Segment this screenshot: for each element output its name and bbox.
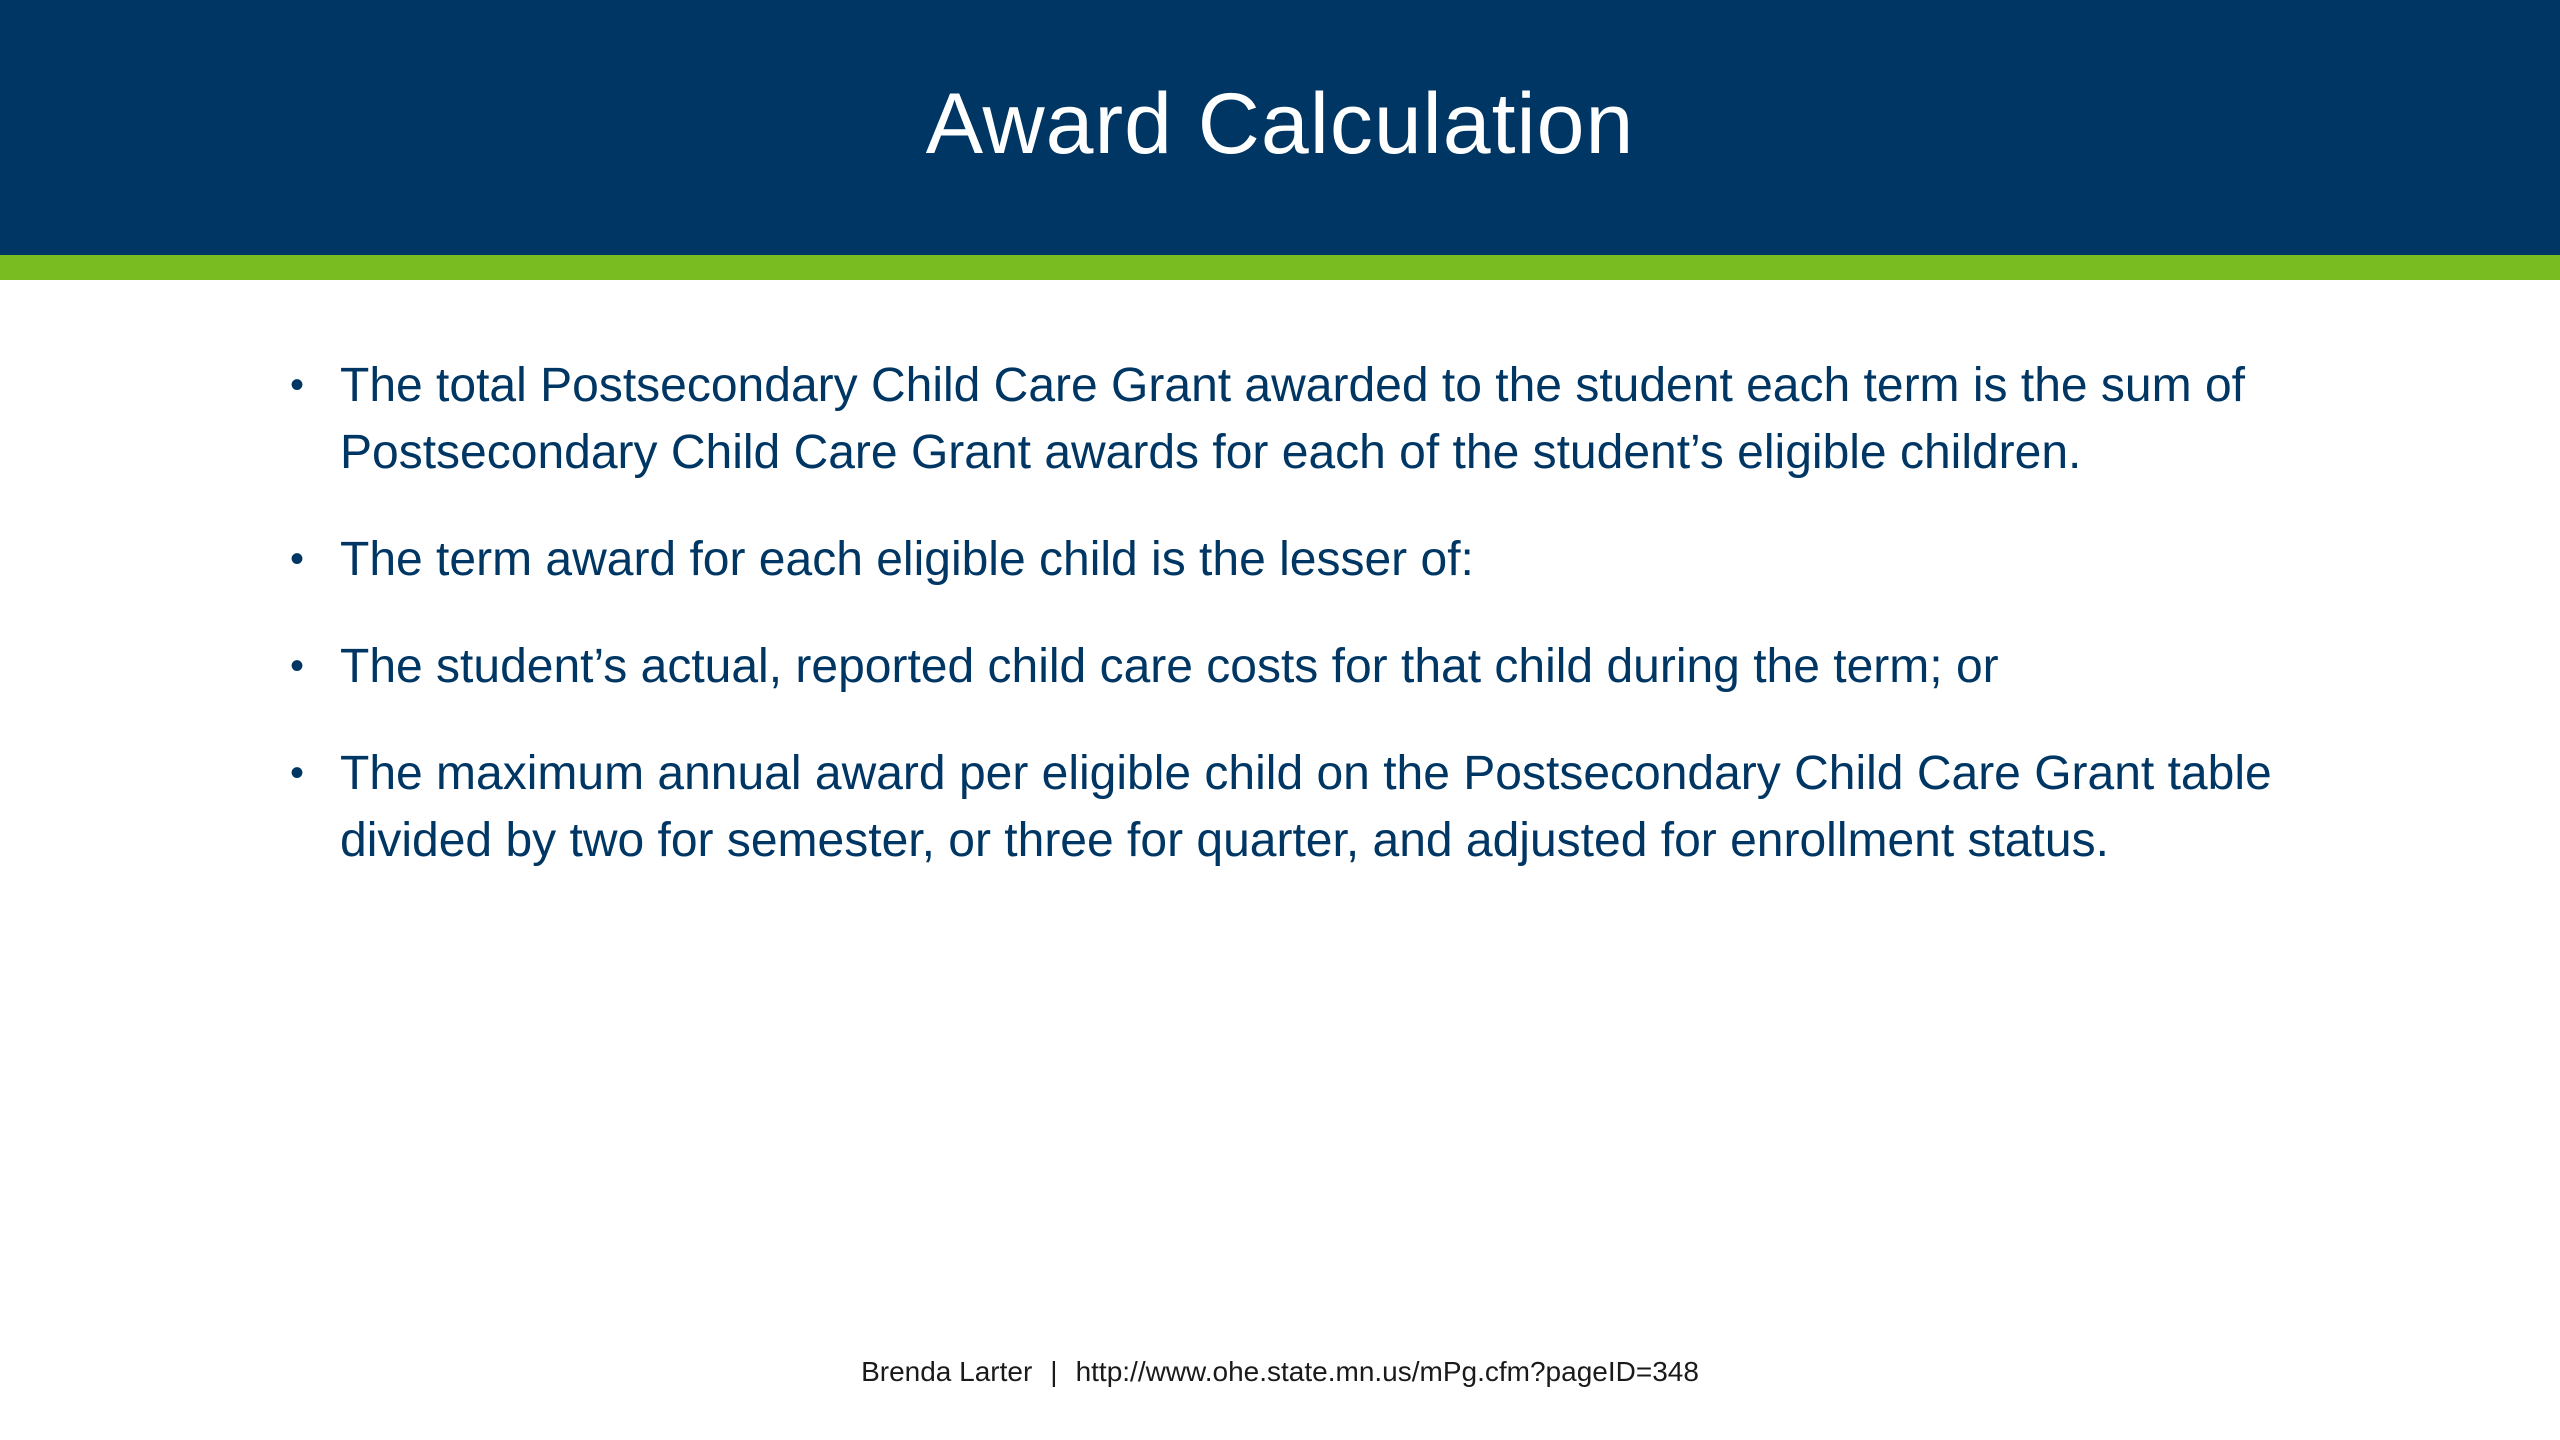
title-banner bbox=[0, 0, 2560, 255]
bullet-text: The maximum annual award per eligible child on the Postsecondary Child Care Grant table divided by two for semester, or three for quarter, and adjusted for enrollment status. bbox=[340, 747, 2272, 867]
accent-divider bbox=[0, 255, 2560, 280]
bullet-list bbox=[290, 352, 2430, 914]
footer-url[interactable]: http://www.ohe.state.mn.us/mPg.cfm?pageID=348 bbox=[1075, 1356, 1699, 1387]
bullet-item bbox=[290, 526, 2430, 593]
footer-author: Brenda Larter bbox=[861, 1356, 1033, 1387]
bullet-icon: • bbox=[290, 751, 305, 795]
slide-title: Award Calculation bbox=[925, 76, 1635, 172]
slide-footer bbox=[0, 1352, 2560, 1392]
bullet-text: The total Postsecondary Child Care Grant awarded to the student each term is the sum of Postsecondary Child Care Grant awards for each of the student’s eligible children. bbox=[340, 359, 2245, 479]
bullet-icon: • bbox=[290, 363, 305, 407]
bullet-item bbox=[290, 740, 2430, 874]
bullet-item bbox=[290, 352, 2430, 486]
bullet-icon: • bbox=[290, 644, 305, 688]
bullet-text: The term award for each eligible child is the lesser of: bbox=[340, 533, 1474, 586]
bullet-text: The student’s actual, reported child care costs for that child during the term; or bbox=[340, 640, 1999, 693]
bullet-icon: • bbox=[290, 537, 305, 581]
footer-separator: | bbox=[1050, 1356, 1058, 1387]
bullet-item bbox=[290, 633, 2430, 700]
